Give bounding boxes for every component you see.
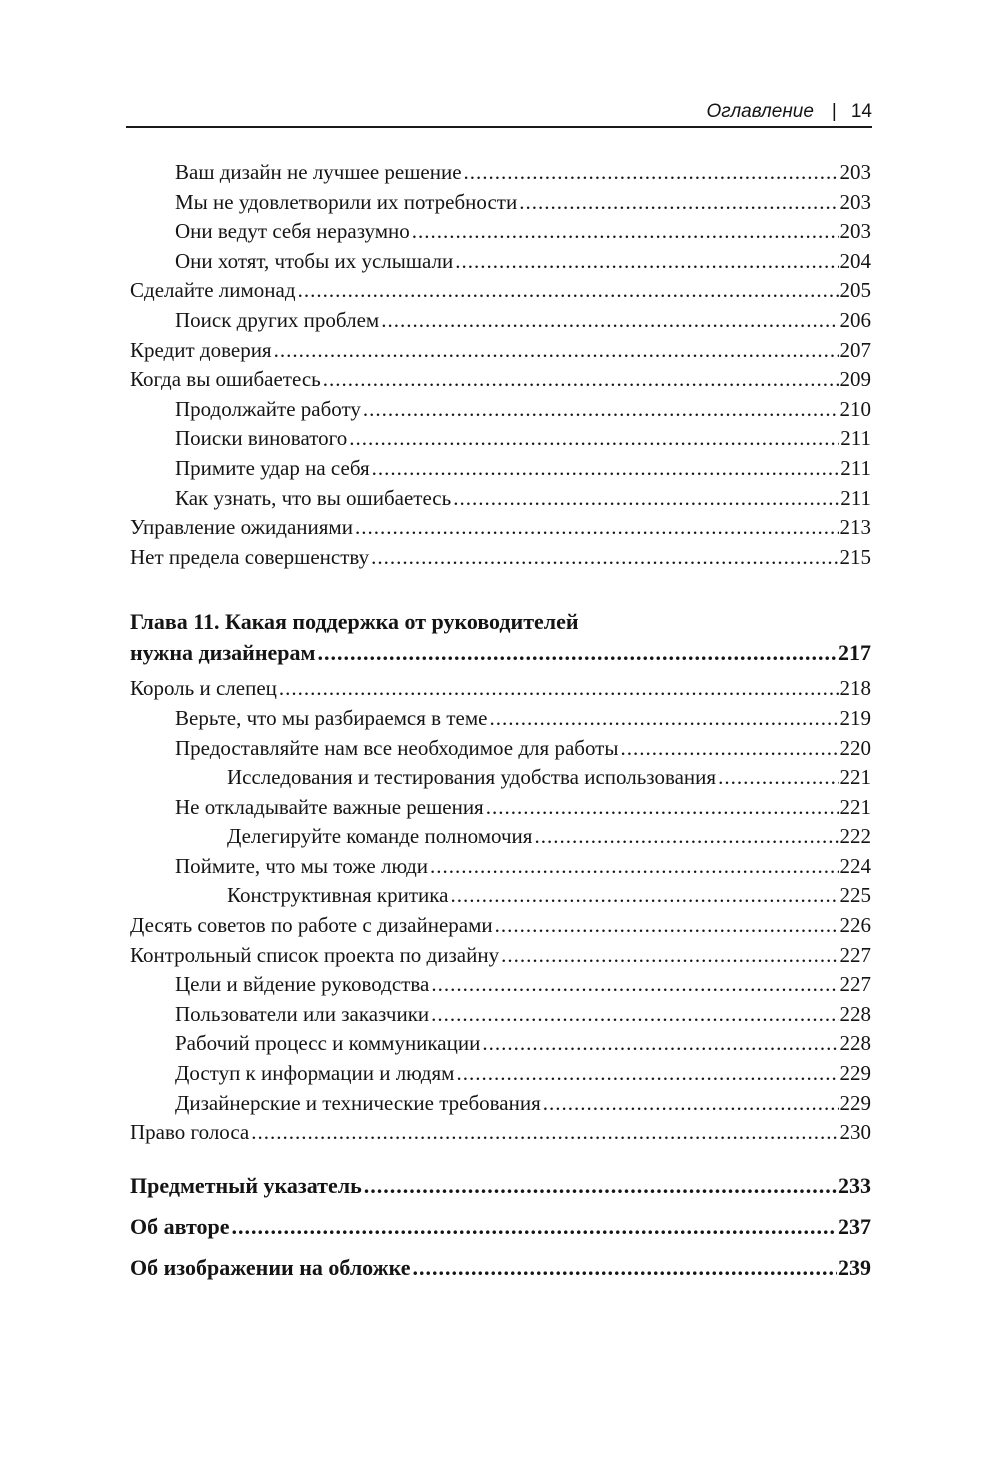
toc-major-page: 233 [838,1172,871,1198]
toc-entry [130,276,871,306]
toc-entry-title: Цели и вйдение руководства [175,972,430,997]
toc-entry-page: 222 [839,824,871,849]
toc-entry-page: 230 [839,1120,871,1145]
chapter-heading-line1: Глава 11. Какая поддержка от руководителей [130,609,579,635]
toc-major-entry [130,1170,871,1201]
toc-entry [130,424,871,454]
toc-entry [130,763,871,793]
toc-entry-title: Мы не удовлетворили их потребности [175,189,518,214]
toc-dot-leader [318,637,838,668]
toc-entry-page: 203 [839,219,871,244]
toc-entry-title: Делегируйте команде полномочия [227,824,533,849]
toc-entry [130,941,871,971]
toc-entry [130,395,871,425]
toc-dot-leader [279,674,839,704]
toc-dot-leader [363,395,839,425]
toc-entry [130,336,871,366]
toc-entry-title: Пользователи или заказчики [175,1001,430,1026]
toc-entry-page: 206 [839,307,871,332]
toc-entry-page: 219 [839,705,871,730]
toc-entry-page: 225 [839,883,871,908]
toc-entry-page: 229 [839,1090,871,1115]
toc-entry-title: Король и слепец [130,676,277,701]
toc-entry-page: 224 [839,853,871,878]
toc-entry [130,852,871,882]
toc-major-title: Об изображении на обложке [130,1254,411,1280]
chapter-heading-line2 [130,637,871,668]
toc-dot-leader [620,734,838,764]
toc-dot-leader [274,336,839,366]
toc-major-page: 237 [838,1213,871,1239]
toc-entry [130,674,871,704]
toc-dot-leader [482,1029,838,1059]
toc-entry-title: Поймите, что мы тоже люди [175,853,428,878]
toc-entry-title: Десять советов по работе с дизайнерами [130,913,493,938]
toc-entry-page: 228 [839,1001,871,1026]
header-section-title: Оглавление [706,101,814,122]
toc-entry-title: Нет предела совершенству [130,544,370,569]
toc-dot-leader [431,970,838,1000]
toc-entry-page: 205 [839,278,871,303]
toc-entry-title: Контрольный список проекта по дизайну [130,942,500,967]
toc-major-title: Об авторе [130,1213,230,1239]
toc-entry [130,454,871,484]
toc-entry-title: Поиск других проблем [175,307,380,332]
toc-entry [130,247,871,277]
toc-entry-page: 226 [839,913,871,938]
toc-dot-leader [486,793,839,823]
toc-entry-title: Кредит доверия [130,337,272,362]
toc-dot-leader [456,1059,838,1089]
toc-dot-leader [412,217,839,247]
toc-entry [130,217,871,247]
toc-entry-page: 207 [839,337,871,362]
toc-entry [130,543,871,573]
toc-entry [130,188,871,218]
toc-entry [130,484,871,514]
toc-dot-leader [455,247,838,277]
toc-entry-page: 221 [839,794,871,819]
toc-dot-leader [489,704,838,734]
toc-entry [130,1000,871,1030]
toc-entry [130,793,871,823]
toc-entry-title: Сделайте лимонад [130,278,296,303]
toc-major-entry [130,1211,871,1242]
toc-dot-leader [355,513,839,543]
toc-entry [130,881,871,911]
toc-major-title: Предметный указатель [130,1172,362,1198]
toc-entry-page: 209 [839,367,871,392]
toc-dot-leader [543,1089,839,1119]
toc-major-entry [130,1252,871,1283]
toc-entry-page: 203 [839,189,871,214]
toc-entry-title: Предоставляйте нам все необходимое для работы [175,735,619,760]
toc-entry-title: Они хотят, чтобы их услышали [175,248,454,273]
toc-entry-title: Они ведут себя неразумно [175,219,410,244]
toc-dot-leader [519,188,838,218]
toc-dot-leader [464,158,839,188]
toc-entry [130,1059,871,1089]
toc-entry-page: 228 [839,1031,871,1056]
toc-dot-leader [718,763,838,793]
toc-entry-page: 213 [839,515,871,540]
running-header [126,100,872,128]
header-separator: | [831,101,837,122]
toc-major-page: 239 [838,1254,871,1280]
toc-entry-title: Верьте, что мы разбираемся в теме [175,705,488,730]
toc-dot-leader [364,1170,837,1201]
toc-entry [130,822,871,852]
toc-entry [130,911,871,941]
toc-entry [130,158,871,188]
toc-entry [130,704,871,734]
toc-dot-leader [412,1252,837,1283]
toc-entry-page: 211 [840,455,871,480]
toc-dot-leader [534,822,838,852]
toc-entry-title: Дизайнерские и технические требования [175,1090,541,1115]
toc-entry-page: 203 [839,160,871,184]
toc-entry [130,970,871,1000]
toc-entry-title: Управление ожиданиями [130,515,353,540]
toc-entry-title: Примите удар на себя [175,455,370,480]
toc-dot-leader [349,424,839,454]
toc-entry-page: 227 [839,942,871,967]
toc-entry-page: 204 [839,248,871,273]
toc-entry [130,306,871,336]
toc-entry-page: 221 [839,765,871,790]
toc-dot-leader [431,1000,838,1030]
toc-entry-title: Не откладывайте важные решения [175,794,484,819]
toc-entry-page: 218 [839,676,871,701]
toc-dot-leader [251,1118,838,1148]
header-page-number: 14 [850,101,872,122]
toc-dot-leader [298,276,839,306]
toc-dot-leader [372,454,840,484]
toc-dot-leader [231,1211,837,1242]
toc-entry [130,734,871,764]
toc-entry-title: Ваш дизайн не лучшее решение [175,160,462,184]
toc-entry-page: 210 [839,396,871,421]
toc-entry-title: Когда вы ошибаетесь [130,367,321,392]
toc-entry-title: Исследования и тестирования удобства использования [227,765,717,790]
toc-entry-page: 220 [839,735,871,760]
toc-entry [130,365,871,395]
toc-entry-title: Рабочий процесс и коммуникации [175,1031,481,1056]
toc-dot-leader [323,365,839,395]
toc-entry [130,1089,871,1119]
toc-dot-leader [450,881,838,911]
toc-entry-title: Продолжайте работу [175,396,361,421]
toc-entry-title: Конструктивная критика [227,883,449,908]
toc-dot-leader [430,852,839,882]
running-header-text [707,100,872,124]
toc-entry [130,1029,871,1059]
toc-dot-leader [371,543,838,573]
toc-entry-page: 229 [839,1061,871,1086]
toc-dot-leader [501,941,838,971]
toc-entry [130,1118,871,1148]
toc-dot-leader [381,306,838,336]
toc-entry-title: Как узнать, что вы ошибаетесь [175,485,452,510]
toc-entry-page: 211 [840,426,871,451]
toc-dot-leader [495,911,839,941]
toc-entry-page: 215 [839,544,871,569]
toc-entry-title: Право голоса [130,1120,250,1145]
chapter-heading-page: 217 [838,640,871,666]
toc-entry-page: 227 [839,972,871,997]
table-of-contents [130,158,871,1283]
toc-entry-title: Доступ к информации и людям [175,1061,455,1086]
toc-entry [130,513,871,543]
chapter-heading-title: нужна дизайнерам [130,640,316,666]
toc-entry-page: 211 [840,485,871,510]
toc-entry-title: Поиски виноватого [175,426,348,451]
toc-dot-leader [453,484,839,514]
